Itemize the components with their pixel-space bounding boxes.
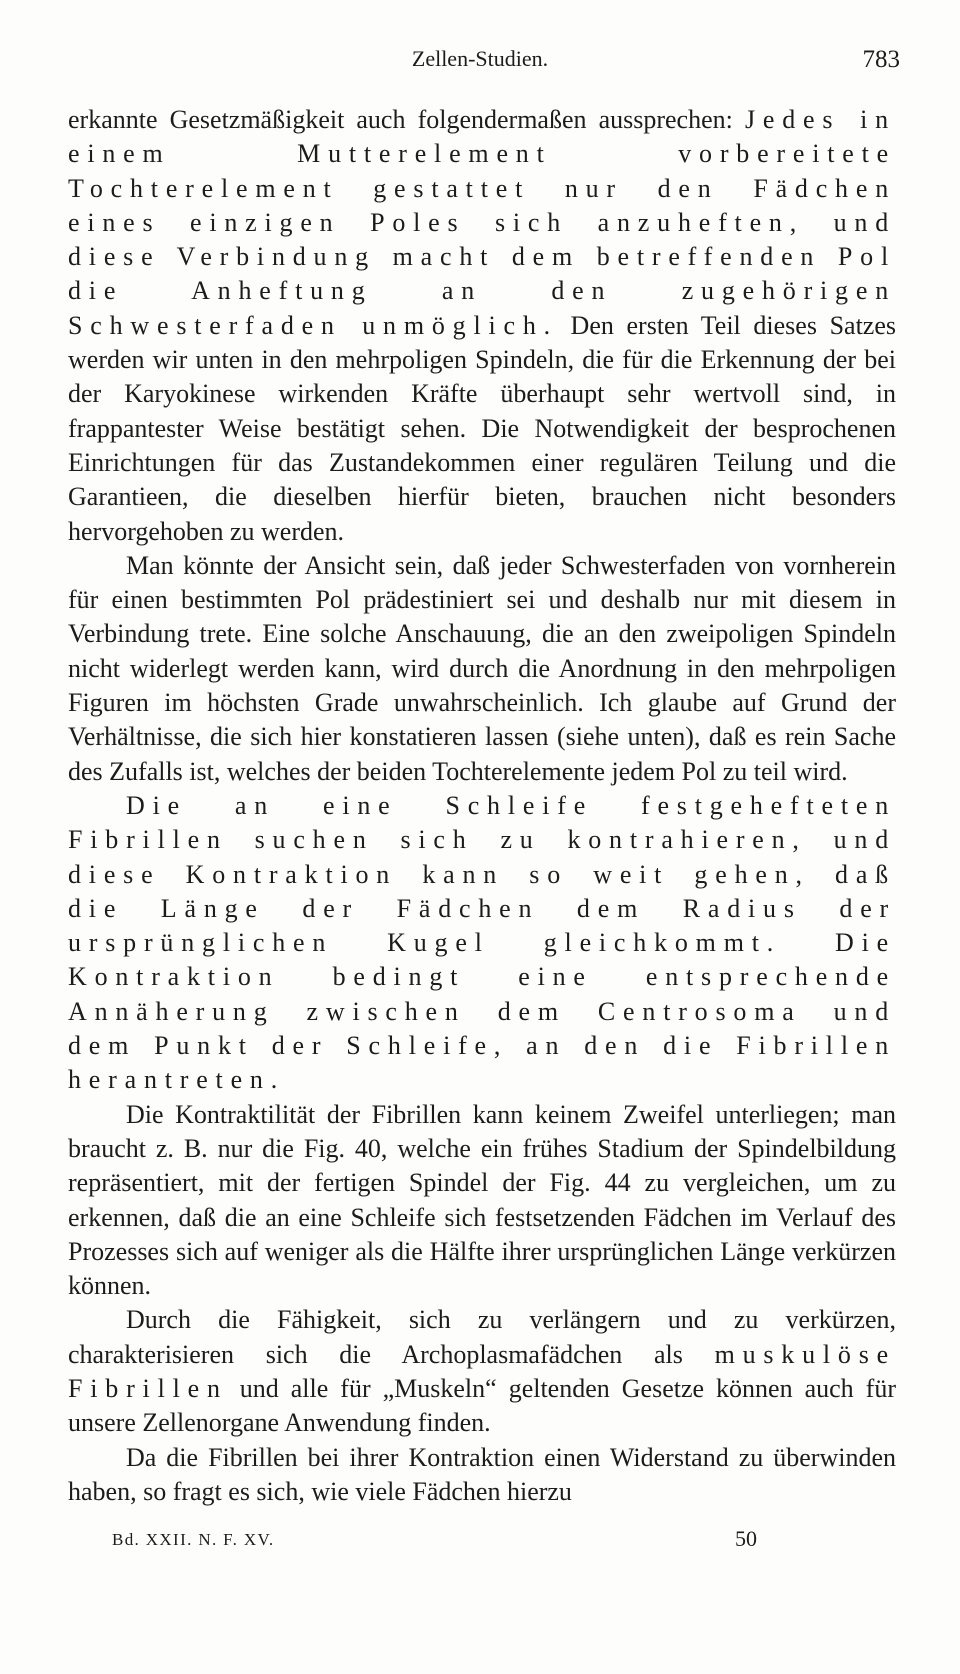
page-number: 783 <box>862 46 900 73</box>
running-header <box>0 46 960 86</box>
volume-signature: Bd. XXII. N. F. XV. <box>112 1530 275 1549</box>
emphasized-spaced-text: muskulöse Fibrillen <box>68 1339 896 1403</box>
paragraph <box>68 103 896 549</box>
paragraph-text: Da die Fibrillen bei ihrer Kontraktion einen Widerstand zu überwinden haben, so fragt es sich, wie viele Fädchen hierzu <box>68 1442 896 1506</box>
paragraph <box>68 1441 896 1510</box>
sheet-number: 50 <box>735 1526 757 1551</box>
paragraph-text: Den ersten Teil dieses Satzes werden wir unten in den mehrpoligen Spindeln, die für die Erkennung der bei der Karyokinese wirkenden Kräfte überhaupt sehr wertvoll sind, in frappantester Weise bestätigt sehen. Die Notwendigkeit der besprochenen Einrichtungen für das Zustandekommen einer regulären Teilung und die Garantieen, die dieselben hierfür bieten, brauchen nicht besonders hervorgehoben zu werden. <box>68 310 896 546</box>
running-title: Zellen-Studien. <box>411 46 549 71</box>
paragraph <box>68 789 896 1098</box>
paragraph-text: Die Kontraktilität der Fibrillen kann keinem Zweifel unterliegen; man braucht z. B. nur die Fig. 40, welche ein frühes Stadium der Spindelbildung repräsentiert, mit der fertigen Spindel der Fig. 44 zu vergleichen, um zu erkennen, daß die an eine Schleife sich festsetzenden Fädchen im Verlauf des Prozesses sich auf weniger als die Hälfte ihrer ursprünglichen Länge verkürzen können. <box>68 1099 896 1301</box>
paragraph <box>68 1303 896 1440</box>
paragraph-text: Durch die Fähigkeit, sich zu verlängern und zu verkürzen, charakterisieren sich die Archoplasmafädchen als <box>68 1305 896 1369</box>
paragraph-text: erkannte Gesetzmäßigkeit auch folgendermaßen aussprechen: <box>68 105 745 134</box>
emphasized-spaced-text: Jedes in einem Mutterelement vorbereitete Tochterelement gestattet nur den Fädchen eines einzigen Poles sich anzuheften, und diese Verbindung macht dem betreffenden Pol die Anheftung an den zugehörigen Schwesterfaden unmöglich. <box>68 105 896 340</box>
page-footer <box>0 1526 960 1560</box>
body-text <box>68 103 896 1509</box>
emphasized-spaced-text: Die an eine Schleife festgehefteten Fibrillen suchen sich zu kontrahieren, und diese Kontraktion kann so weit gehen, daß die Länge der Fädchen dem Radius der ursprünglichen Kugel gleichkommt. Die Kontraktion bedingt eine entsprechende Annäherung zwischen dem Centrosoma und dem Punkt der Schleife, an den die Fibrillen herantreten. <box>68 790 896 1095</box>
paragraph <box>68 549 896 789</box>
paragraph-text: und alle für „Muskeln“ geltenden Gesetze können auch für unsere Zellenorgane Anwendung finden. <box>68 1373 896 1438</box>
paragraph-text: Man könnte der Ansicht sein, daß jeder Schwesterfaden von vornherein für einen bestimmten Pol prädestiniert sei und deshalb nur mit diesem in Verbindung trete. Eine solche Anschauung, die an den zweipoligen Spindeln nicht widerlegt werden kann, wird durch die Anordnung in den mehrpoligen Figuren im höchsten Grade unwahrscheinlich. Ich glaube auf Grund der Verhältnisse, die sich hier konstatieren lassen (siehe unten), daß es rein Sache des Zufalls ist, welches der beiden Tochterelemente jedem Pol zu teil wird. <box>68 550 896 786</box>
paragraph <box>68 1098 896 1304</box>
